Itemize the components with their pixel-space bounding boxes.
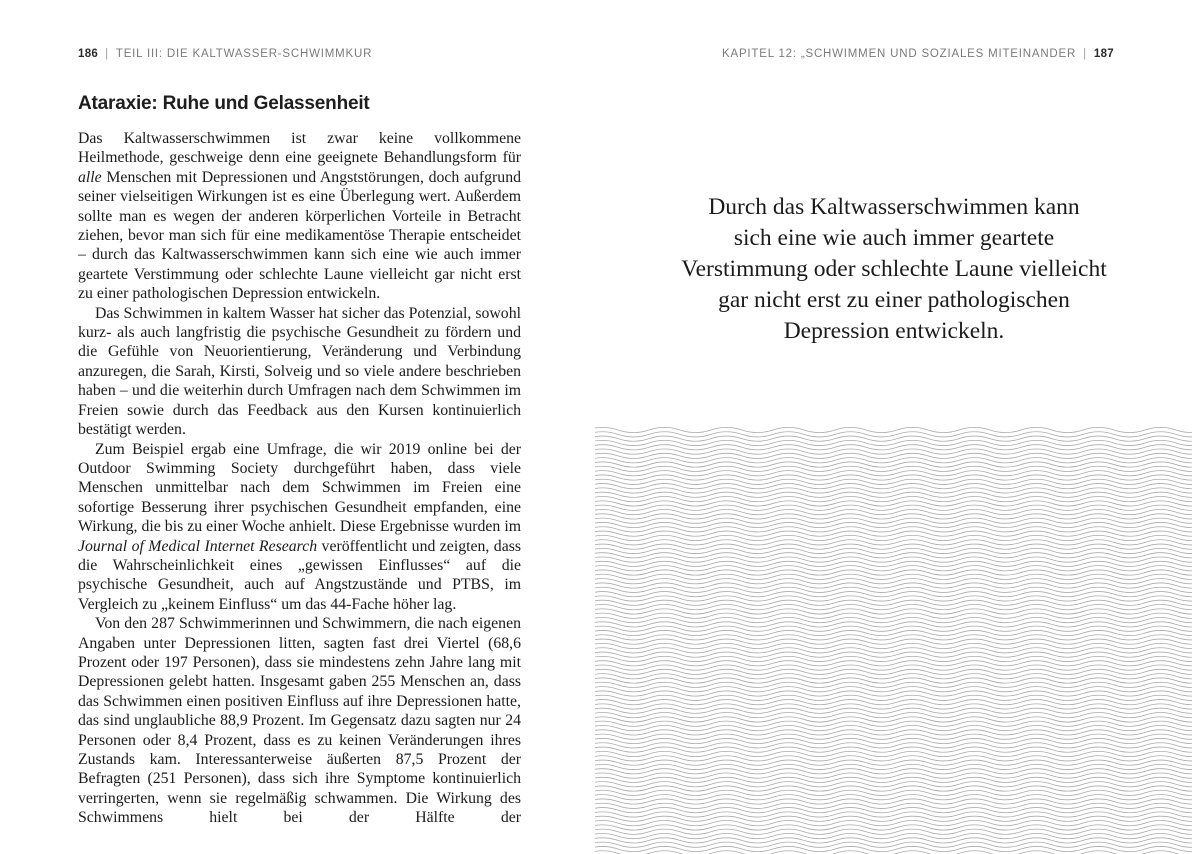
italic-text: Journal of Medical Internet Research (78, 537, 318, 555)
text-run: Das Kaltwasserschwimmen ist zwar keine vollkommene Heilmethode, geschweige denn eine geeignete Behandlungsform für (78, 130, 521, 167)
running-title-left: TEIL III: DIE KALTWASSER-SCHWIMMKUR (115, 48, 373, 60)
paragraph (78, 614, 521, 827)
header-separator-right: | (1083, 48, 1087, 60)
text-run: Menschen mit Depressionen und Angststörungen, doch aufgrund seiner vielseitigen Wirkungen ist es eine Überlegung wert. Außerdem sollte man es wegen der anderen körperlichen Vorteile in Betracht ziehen, bevor man sich für eine medikamentöse Therapie entscheidet – durch das Kaltwasserschwimmen kann sich eine wie auch immer geartete Verstimmung oder schlechte Laune vielleicht gar nicht erst zu einer pathologischen Depression entwickeln. (78, 168, 521, 303)
pull-quote (640, 192, 1148, 347)
paragraph (78, 440, 521, 615)
page-number-right: 187 (1093, 48, 1114, 60)
pull-quote-line: Verstimmung oder schlechte Laune vielleicht (681, 256, 1107, 282)
text-run: Das Schwimmen in kaltem Wasser hat sicher das Potenzial, sowohl kurz- als auch langfristig die psychische Gesundheit zu fördern und die Gefühle von Neuorientierung, Veränderung und Verbindung anzuregen, die Sarah, Kirsti, Solveig und so viele andere beschrieben haben – und die weiterhin durch Umfragen nach dem Schwimmen im Freien sowie durch das Feedback aus den Kursen kontinuierlich bestätigt werden. (78, 304, 521, 439)
text-run: Von den 287 Schwimmerinnen und Schwimmern, die nach eigenen Angaben unter Depressionen litten, sagten fast drei Viertel (68,6 Prozent oder 197 Personen), dass sie mindestens zehn Jahre lang mit Depressionen gelebt hatten. Insgesamt gaben 255 Menschen an, dass das Schwimmen einen positiven Einfluss auf ihre Depressionen hatte, das sind unglaubliche 88,9 Prozent. Im Gegensatz dazu sagten nur 24 Personen oder 8,4 Prozent, dass es zu keinen Veränderungen ihres Zustands kam. Interessanterweise äußerten 87,5 Prozent der Befragten (251 Personen), dass sich ihre Symptome kontinuierlich verringerten, wenn sie regelmäßig schwammen. Die Wirkung des Schwimmens hielt bei der Hälfte der (78, 615, 521, 827)
section-heading: Ataraxie: Ruhe und Gelassenheit (78, 93, 370, 114)
page-number-left: 186 (78, 48, 99, 60)
wave-decoration (595, 427, 1192, 854)
wave-pattern-svg (595, 427, 1192, 854)
text-run: Zum Beispiel ergab eine Umfrage, die wir 2019 online bei der Outdoor Swimming Society durchgeführt haben, dass viele Menschen unmittelbar nach dem Schwimmen im Freien eine sofortige Besserung ihrer psychischen Gesundheit empfanden, eine Wirkung, die bis zu einer Woche anhielt. Diese Ergebnisse wurden im (78, 440, 521, 536)
italic-text: alle (78, 168, 102, 186)
paragraph (78, 129, 521, 304)
page-header-left (78, 48, 372, 60)
pull-quote-line: gar nicht erst zu einer pathologischen (718, 287, 1070, 313)
paragraph (78, 304, 521, 440)
text-run: veröffentlicht und zeigten, dass die Wahrscheinlichkeit eines „gewissen Einflusses“ auf die psychische Gesundheit, auch auf Angstzustände und PTBS, im Vergleich zu „keinem Einfluss“ um das 44-Fache höher lag. (78, 537, 521, 613)
header-separator-left: | (105, 48, 109, 60)
pull-quote-line: Depression entwickeln. (783, 318, 1005, 344)
body-text (78, 129, 521, 828)
pull-quote-line: sich eine wie auch immer geartete (733, 225, 1055, 251)
running-title-right: KAPITEL 12: „SCHWIMMEN UND SOZIALES MITEINANDER (722, 48, 1077, 60)
pull-quote-line: Durch das Kaltwasserschwimmen kann (708, 194, 1080, 220)
page-header-right (722, 48, 1114, 60)
